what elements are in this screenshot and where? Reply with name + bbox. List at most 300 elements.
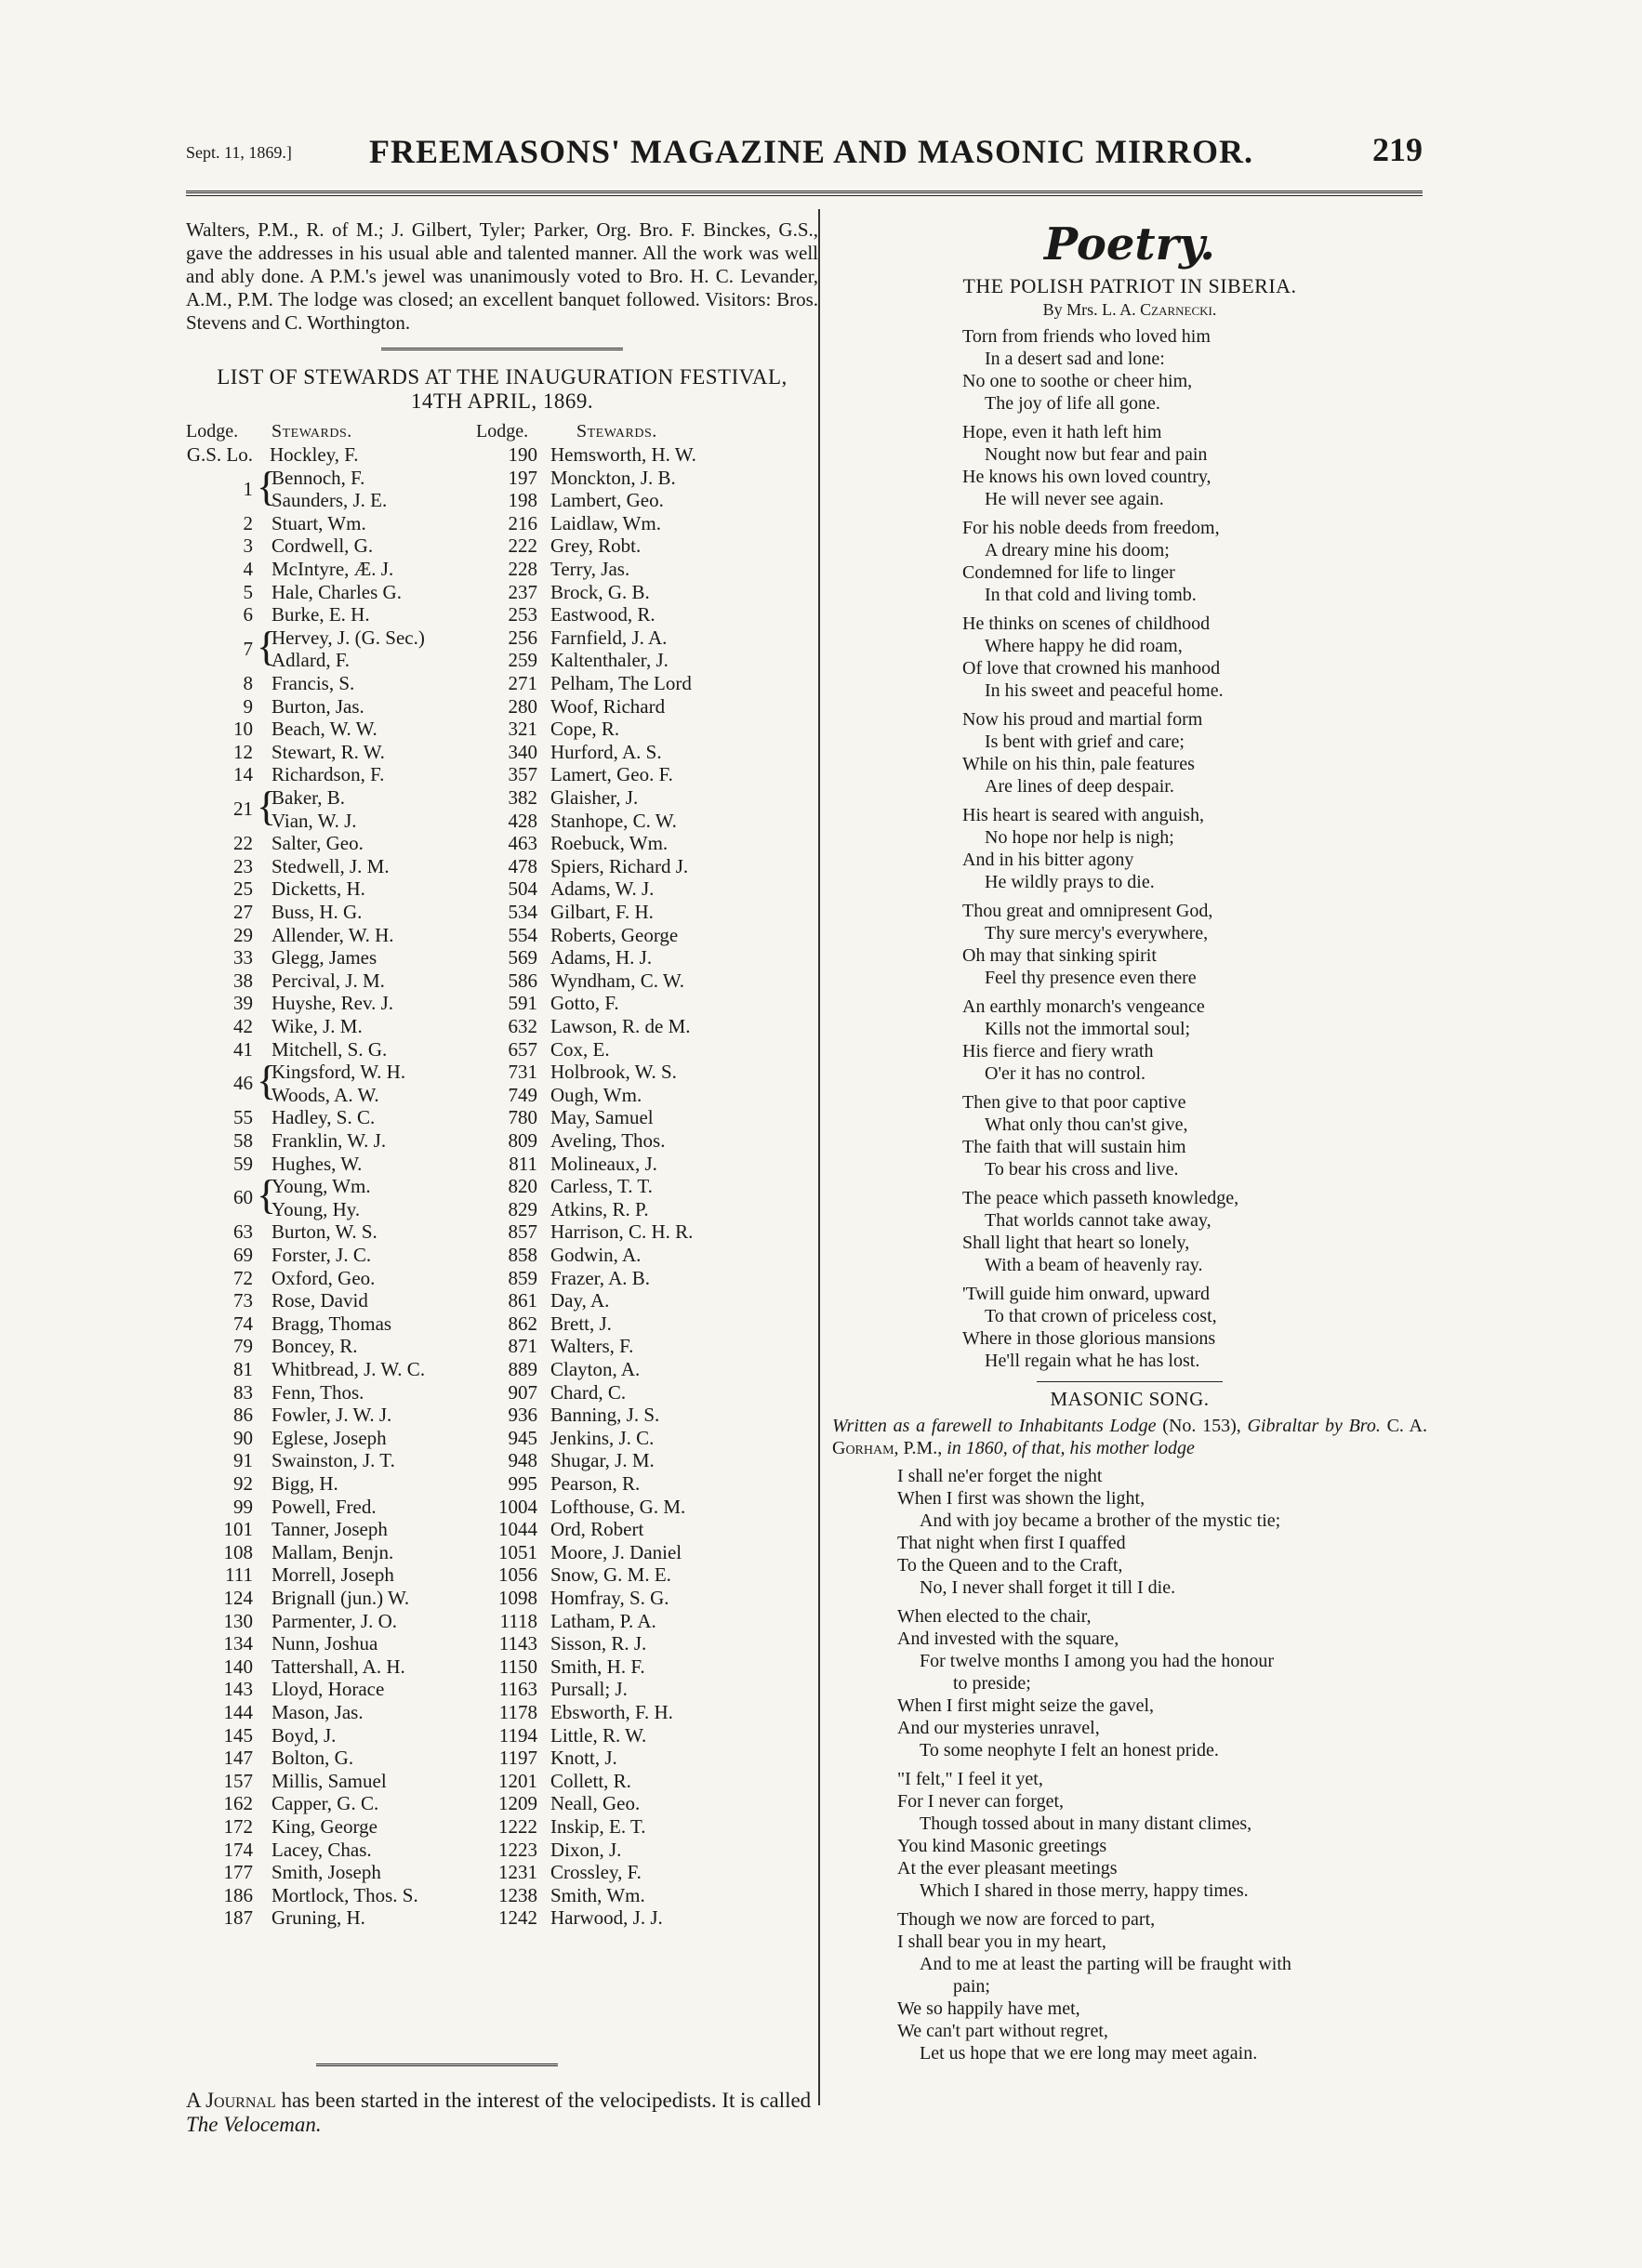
steward-name: Bigg, H. [271, 1472, 338, 1495]
table-row [186, 1312, 818, 1335]
table-row [186, 810, 818, 832]
steward-name: Grey, Robt. [550, 534, 642, 558]
table-row [186, 581, 818, 603]
song-line: When I first might seize the gavel, [897, 1695, 1155, 1716]
poem-line: Feel thy presence even there [985, 968, 1197, 988]
lodge-number: 46 [233, 1072, 253, 1095]
lodge-number: 157 [223, 1769, 253, 1792]
steward-name: Farnfield, J. A. [550, 626, 668, 649]
steward-name: Kingsford, W. H. [271, 1061, 406, 1084]
steward-name: Clayton, A. [550, 1358, 641, 1380]
lodge-number: 55 [233, 1106, 253, 1129]
poem-line: Condemned for life to linger [962, 562, 1175, 583]
steward-name: Burton, Jas. [271, 694, 364, 718]
steward-name: Salter, Geo. [271, 832, 364, 855]
lodge-number: 12 [233, 740, 253, 763]
table-row [186, 1839, 818, 1861]
steward-name: Brignall (jun.) W. [271, 1587, 410, 1609]
steward-name: Lacey, Chas. [271, 1838, 372, 1861]
poem-line: The faith that will sustain him [962, 1137, 1186, 1157]
lodge-number: 995 [508, 1472, 537, 1495]
poem-line: What only thou can'st give, [985, 1114, 1188, 1135]
steward-name: Hervey, J. (G. Sec.) [271, 626, 425, 649]
lodge-number: 140 [223, 1655, 253, 1678]
song-line: For I never can forget, [897, 1791, 1065, 1812]
steward-name: Carless, T. T. [550, 1175, 653, 1198]
lodge-number: 74 [233, 1312, 253, 1335]
song-line: You kind Masonic greetings [897, 1836, 1107, 1856]
note-lead: A Journal [186, 2089, 276, 2112]
lodge-number: 1150 [498, 1655, 537, 1678]
lodge-number: 60 [233, 1186, 253, 1209]
lodge-number: 907 [508, 1380, 537, 1404]
steward-name: Bennoch, F. [271, 466, 365, 489]
lodge-number: 58 [233, 1129, 253, 1152]
lodge-number: 859 [508, 1266, 537, 1289]
steward-name: Burke, E. H. [271, 603, 370, 626]
table-row [186, 1153, 818, 1175]
lodge-number: 2 [243, 511, 253, 534]
steward-name: Hale, Charles G. [271, 580, 402, 603]
poem-stanza [962, 708, 1427, 798]
table-row [186, 534, 818, 557]
lodge-number: 162 [223, 1792, 253, 1815]
steward-name: Woof, Richard [550, 694, 666, 718]
lodge-number: 357 [508, 763, 537, 786]
lodge-number: 124 [223, 1587, 253, 1609]
song-title-block [832, 1381, 1427, 1411]
song-line: Let us hope that we ere long may meet again. [920, 2043, 1258, 2064]
lodge-number: 871 [508, 1335, 537, 1358]
poem-title: THE POLISH PATRIOT IN SIBERIA. [962, 274, 1297, 297]
poem-line: Where happy he did roam, [985, 636, 1183, 656]
stewards-table [186, 421, 818, 1930]
steward-name: Spiers, Richard J. [550, 854, 689, 877]
steward-name: Gotto, F. [550, 992, 619, 1015]
poem-line: Now his proud and martial form [962, 709, 1203, 730]
steward-name: Monckton, J. B. [550, 466, 676, 489]
lodge-number: 198 [508, 489, 537, 512]
table-row [186, 1427, 818, 1449]
steward-name: Harrison, C. H. R. [550, 1220, 694, 1244]
lodge-number: 237 [508, 580, 537, 603]
poem-stanza [962, 325, 1427, 415]
steward-name: Beach, W. W. [271, 718, 377, 741]
lodge-number: 1056 [498, 1563, 537, 1587]
lodge-number: 591 [508, 992, 537, 1015]
song-line: When elected to the chair, [897, 1606, 1092, 1627]
table-row [186, 1724, 818, 1747]
steward-name: Stuart, Wm. [271, 511, 366, 534]
byline-by: By Mrs. L. A. [1042, 300, 1141, 319]
lodge-number: 731 [508, 1061, 537, 1084]
steward-name: Nunn, Joshua [271, 1632, 378, 1655]
table-row [186, 1404, 818, 1426]
lodge-number: 145 [223, 1723, 253, 1747]
song-stanza [897, 1605, 1427, 1761]
poem-line: O'er it has no control. [985, 1063, 1146, 1084]
table-row [186, 672, 818, 694]
song-line: To some neophyte I felt an honest pride. [920, 1740, 1219, 1760]
table-row [186, 1289, 818, 1312]
steward-name: Atkins, R. P. [550, 1197, 649, 1220]
lodge-number: 144 [223, 1701, 253, 1723]
poem-line: In that cold and living tomb. [985, 585, 1197, 605]
steward-name: Laidlaw, Wm. [550, 511, 661, 534]
column-divider [818, 209, 820, 2105]
poem-line: Where in those glorious mansions [962, 1328, 1216, 1349]
poem-line: He wildly prays to die. [985, 872, 1155, 892]
lodge-number: 99 [233, 1495, 253, 1518]
steward-name: Burton, W. S. [271, 1220, 377, 1244]
lodge-number: 21 [233, 798, 253, 821]
steward-name: Tanner, Joseph [271, 1518, 388, 1541]
table-row [186, 1220, 818, 1243]
song-line: Though we now are forced to part, [897, 1909, 1156, 1930]
table-row [186, 1861, 818, 1883]
steward-name: Franklin, W. J. [271, 1129, 387, 1152]
song-line: That night when first I quaffed [897, 1533, 1126, 1553]
lodge-number: 111 [225, 1563, 253, 1587]
lodge-number: 187 [223, 1906, 253, 1930]
lodge-number: 861 [508, 1289, 537, 1312]
steward-name: Smith, H. F. [550, 1655, 645, 1678]
steward-name: Powell, Fred. [271, 1495, 377, 1518]
lodge-number: 340 [508, 740, 537, 763]
lodge-number: 6 [243, 603, 253, 626]
steward-name: Brett, J. [550, 1312, 612, 1335]
table-row [186, 558, 818, 580]
table-row [186, 1678, 818, 1700]
lodge-number: 108 [223, 1540, 253, 1563]
poem-line: Thy sure mercy's everywhere, [985, 923, 1209, 943]
lodge-number: 174 [223, 1838, 253, 1861]
steward-name: Pelham, The Lord [550, 672, 692, 694]
steward-name: Boncey, R. [271, 1335, 358, 1358]
steward-name: Mortlock, Thos. S. [271, 1883, 418, 1906]
table-row [186, 832, 818, 854]
lodge-number: 14 [233, 763, 253, 786]
steward-name: Forster, J. C. [271, 1244, 372, 1266]
page-number: 219 [1372, 131, 1423, 168]
lodge-number: 186 [223, 1883, 253, 1906]
poem-line: Hope, even it hath left him [962, 422, 1162, 442]
poem-line: That worlds cannot take away, [985, 1210, 1212, 1231]
steward-name: Hughes, W. [271, 1152, 363, 1175]
lodge-number: 92 [233, 1472, 253, 1495]
poem-line: He will never see again. [985, 489, 1164, 509]
steward-name: Mason, Jas. [271, 1701, 364, 1723]
lodge-number: 586 [508, 969, 537, 992]
poem-line: An earthly monarch's vengeance [962, 996, 1205, 1017]
lodge-number: 478 [508, 854, 537, 877]
lodge-number: 554 [508, 923, 537, 946]
poem-line: Then give to that poor captive [962, 1092, 1186, 1113]
lodge-number: 820 [508, 1175, 537, 1198]
steward-name: Lofthouse, G. M. [550, 1495, 686, 1518]
header-rule [186, 191, 1423, 196]
steward-name: Wike, J. M. [271, 1015, 363, 1037]
lodge-number: 72 [233, 1266, 253, 1289]
lodge-number: 130 [223, 1609, 253, 1632]
lodge-number: 829 [508, 1197, 537, 1220]
steward-name: Walters, F. [550, 1335, 634, 1358]
table-row [186, 467, 818, 489]
table-row [186, 786, 818, 809]
lodge-number: 147 [223, 1747, 253, 1770]
steward-name: Ebsworth, F. H. [550, 1701, 673, 1723]
lodge-number: 177 [223, 1861, 253, 1884]
table-row [186, 1906, 818, 1929]
table-row [186, 1244, 818, 1266]
brace-glyph: { [257, 1058, 277, 1104]
table-row [186, 1496, 818, 1518]
poem-line: Are lines of deep despair. [985, 776, 1174, 797]
table-row [186, 1358, 818, 1380]
song-line: to preside; [953, 1673, 1031, 1694]
lodge-number: 259 [508, 649, 537, 672]
table-row [186, 1084, 818, 1106]
table-row [186, 443, 818, 466]
lodge-number: 1223 [498, 1838, 537, 1861]
steward-name: Sisson, R. J. [550, 1632, 647, 1655]
table-row [186, 718, 818, 740]
lodge-number: 809 [508, 1129, 537, 1152]
poem-stanza [962, 804, 1427, 893]
poem-line: The peace which passeth knowledge, [962, 1188, 1239, 1208]
lodge-number: 134 [223, 1632, 253, 1655]
table-row [186, 946, 818, 969]
steward-name: Dicketts, H. [271, 877, 365, 901]
poem-line: Oh may that sinking spirit [962, 945, 1157, 966]
steward-name: Ord, Robert [550, 1518, 644, 1541]
table-row [186, 649, 818, 671]
table-row [186, 1541, 818, 1563]
lodge-number: 63 [233, 1220, 253, 1244]
song-sub-author: C. A. Gorham, P.M., [832, 1416, 1427, 1458]
poem-line: To bear his cross and live. [985, 1159, 1179, 1180]
steward-name: Oxford, Geo. [271, 1266, 376, 1289]
poem-stanza [962, 1283, 1427, 1372]
steward-name: Parmenter, J. O. [271, 1609, 398, 1632]
song-line: I shall ne'er forget the night [897, 1466, 1103, 1486]
table-row [186, 992, 818, 1014]
poem-stanza [962, 1187, 1427, 1276]
lodge-number: 4 [243, 558, 253, 580]
table-row [186, 695, 818, 718]
steward-name: Lamert, Geo. F. [550, 763, 673, 786]
steward-name: Young, Wm. [271, 1175, 371, 1198]
steward-name: Mallam, Benjn. [271, 1540, 394, 1563]
lodge-number: 190 [508, 443, 537, 466]
poem-line: Thou great and omnipresent God, [962, 901, 1213, 921]
lodge-number: 1222 [498, 1815, 537, 1838]
steward-name: Pearson, R. [550, 1472, 641, 1495]
journal-note [186, 2089, 818, 2137]
poem-line: For his noble deeds from freedom, [962, 518, 1220, 538]
steward-name: Cope, R. [550, 718, 620, 741]
table-row [186, 901, 818, 923]
poem-line: Shall light that heart so lonely, [962, 1233, 1190, 1253]
song-line: And to me at least the parting will be fraught with [920, 1954, 1291, 1974]
steward-name: Lambert, Geo. [550, 489, 664, 512]
lodge-number: 948 [508, 1449, 537, 1472]
lodge-number: 1 [243, 477, 253, 500]
steward-name: McIntyre, Æ. J. [271, 558, 394, 580]
steward-name: Adlard, F. [271, 649, 351, 672]
steward-name: Banning, J. S. [550, 1404, 660, 1427]
left-column [186, 218, 818, 2136]
steward-name: King, George [271, 1815, 377, 1838]
poem-stanza [962, 421, 1427, 510]
lodge-number: 222 [508, 534, 537, 558]
steward-name: Inskip, E. T. [550, 1815, 646, 1838]
steward-name: Capper, G. C. [271, 1792, 379, 1815]
lodge-number: 749 [508, 1083, 537, 1106]
lodge-number: 91 [233, 1449, 253, 1472]
steward-name: Snow, G. M. E. [550, 1563, 671, 1587]
song-stanza [897, 1908, 1427, 2064]
lodge-number: 1098 [498, 1587, 537, 1609]
lodge-header: Lodge. [186, 421, 239, 442]
steward-name: Chard, C. [550, 1380, 627, 1404]
table-row [186, 1061, 818, 1083]
page-header [186, 130, 1423, 170]
steward-name: Gruning, H. [271, 1906, 365, 1930]
song-line: For twelve months I among you had the honour [920, 1651, 1275, 1671]
steward-name: Saunders, J. E. [271, 489, 388, 512]
poem-line: He thinks on scenes of childhood [962, 613, 1211, 634]
steward-name: Crossley, F. [550, 1861, 642, 1884]
song-line: Which I shared in those merry, happy times. [920, 1880, 1249, 1901]
song-sub-part: (No. 153), [1156, 1416, 1248, 1436]
steward-name: Cordwell, G. [271, 534, 374, 558]
lodge-number: 428 [508, 809, 537, 832]
steward-name: Little, R. W. [550, 1723, 647, 1747]
table-row [186, 1747, 818, 1769]
lodge-number: 1231 [498, 1861, 537, 1884]
lodge-number: 42 [233, 1015, 253, 1037]
lodge-header: Lodge. [476, 421, 529, 442]
steward-name: Percival, J. M. [271, 969, 385, 992]
lodge-number: 79 [233, 1335, 253, 1358]
steward-name: Adams, W. J. [550, 877, 655, 901]
steward-name: Latham, P. A. [550, 1609, 656, 1632]
steward-name: Mitchell, S. G. [271, 1037, 388, 1061]
table-row [186, 763, 818, 785]
lodge-number: 197 [508, 466, 537, 489]
poem-line: To that crown of priceless cost, [985, 1306, 1217, 1326]
section-rule [1037, 1381, 1223, 1382]
poem-line: He knows his own loved country, [962, 467, 1212, 487]
song-subtitle [832, 1415, 1427, 1459]
report-continuation: Walters, P.M., R. of M.; J. Gilbert, Tyler; Parker, Org. Bro. F. Binckes, G.S., gave the addresses in his usual able and talented manner. All the work was well and ably done. A P.M.'s jewel was unanimously voted to Bro. H. C. Levander, A.M., P.M. The lodge was closed; an excellent banquet followed. Visitors: Bros. Stevens and C. Worthington. [186, 218, 818, 334]
lodge-number: 321 [508, 718, 537, 741]
steward-name: Richardson, F. [271, 763, 385, 786]
lodge-number: 889 [508, 1358, 537, 1380]
steward-name: Hemsworth, H. W. [550, 443, 696, 466]
lodge-number: 90 [233, 1426, 253, 1449]
lodge-number: 1004 [498, 1495, 537, 1518]
lodge-number: 463 [508, 832, 537, 855]
lodge-number: 143 [223, 1678, 253, 1701]
steward-name: May, Samuel [550, 1106, 654, 1129]
table-row [186, 1587, 818, 1609]
lodge-number: 39 [233, 992, 253, 1015]
steward-name: Smith, Joseph [271, 1861, 381, 1884]
steward-name: Knott, J. [550, 1747, 617, 1770]
song-sub-part: Gibraltar by Bro. [1247, 1416, 1387, 1436]
steward-name: Stewart, R. W. [271, 740, 385, 763]
song-sub-part: in 1860, of that, his mother lodge [942, 1438, 1195, 1458]
steward-name: Pursall; J. [550, 1678, 628, 1701]
lodge-number: 10 [233, 718, 253, 741]
lodge-number: 534 [508, 901, 537, 923]
steward-name: Roebuck, Wm. [550, 832, 669, 855]
table-row [186, 1106, 818, 1128]
steward-name: Jenkins, J. C. [550, 1426, 655, 1449]
steward-name: Hurford, A. S. [550, 740, 662, 763]
steward-name: Bolton, G. [271, 1747, 354, 1770]
lodge-number: 86 [233, 1404, 253, 1427]
steward-name: Baker, B. [271, 786, 346, 809]
steward-name: Vian, W. J. [271, 809, 357, 832]
steward-name: Collett, R. [550, 1769, 631, 1792]
lodge-number: 38 [233, 969, 253, 992]
song-sub-part: Written as a farewell to Inhabitants Lodge [832, 1416, 1157, 1436]
table-row [186, 1884, 818, 1906]
steward-name: Harwood, J. J. [550, 1906, 663, 1930]
steward-name: Bragg, Thomas [271, 1312, 392, 1335]
song-body [832, 1465, 1427, 2064]
steward-name: Tattershall, A. H. [271, 1655, 405, 1678]
lodge-number: 228 [508, 558, 537, 580]
song-stanza [897, 1465, 1427, 1599]
table-row [186, 1198, 818, 1220]
lodge-number: 253 [508, 603, 537, 626]
steward-name: Molineaux, J. [550, 1152, 657, 1175]
lodge-number: 657 [508, 1037, 537, 1061]
song-line: And invested with the square, [897, 1628, 1119, 1649]
table-row [186, 1770, 818, 1792]
poem-line: And in his bitter agony [962, 850, 1134, 870]
steward-name: Glegg, James [271, 946, 377, 969]
brace-glyph: { [257, 1172, 277, 1219]
song-stanza [897, 1768, 1427, 1902]
stewards-header: Stewards. [576, 421, 657, 442]
poem-byline [832, 300, 1427, 320]
poetry-heading: Poetry. [1044, 218, 1215, 270]
steward-name: Hadley, S. C. [271, 1106, 376, 1129]
steward-name: Swainston, J. T. [271, 1449, 395, 1472]
lodge-number: 29 [233, 923, 253, 946]
steward-name: Moore, J. Daniel [550, 1540, 682, 1563]
steward-name: Stanhope, C. W. [550, 809, 677, 832]
steward-name: Eastwood, R. [550, 603, 655, 626]
steward-name: Lloyd, Horace [271, 1678, 385, 1701]
steward-name: Young, Hy. [271, 1197, 361, 1220]
table-row [186, 877, 818, 900]
table-row [186, 1129, 818, 1152]
steward-name: Kaltenthaler, J. [550, 649, 669, 672]
poem-line: In a desert sad and lone: [985, 349, 1165, 369]
steward-name: Rose, David [271, 1289, 368, 1312]
song-line: Though tossed about in many distant climes, [920, 1813, 1252, 1834]
lodge-number: 504 [508, 877, 537, 901]
stewards-list-title: LIST OF STEWARDS AT THE INAUGURATION FESTIVAL, 14TH APRIL, 1869. [217, 365, 788, 413]
song-line: At the ever pleasant meetings [897, 1858, 1118, 1879]
lodge-number: 945 [508, 1426, 537, 1449]
